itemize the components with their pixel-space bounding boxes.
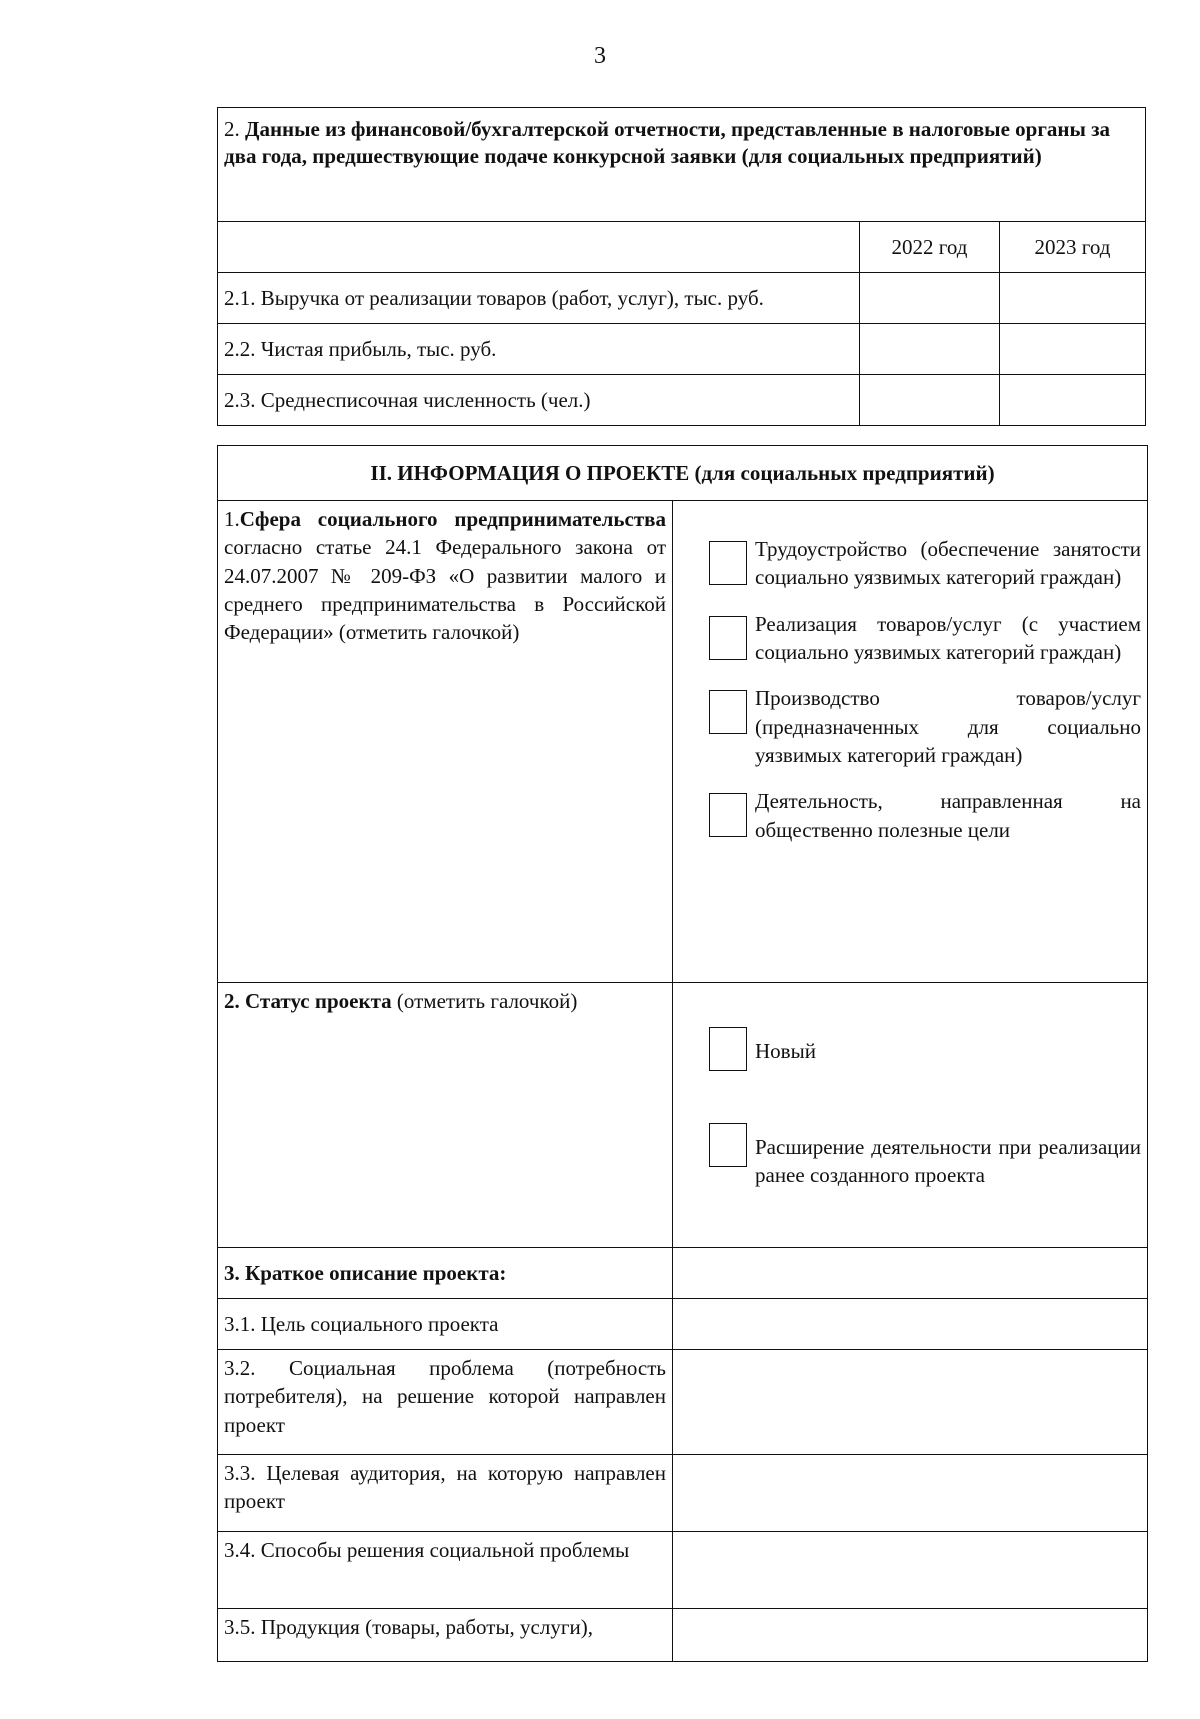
section-title-main: II. ИНФОРМАЦИЯ О ПРОЕКТЕ [370,460,690,485]
sphere-option-sales[interactable] [679,610,1141,667]
status-label-bold: 2. Статус проекта [224,989,392,1013]
sphere-option-employment[interactable] [679,535,1141,592]
headcount-label: 2.3. Среднесписочная численность (чел.) [218,375,860,426]
financial-table-header [218,108,1146,222]
new-option-label: Новый [755,1039,816,1063]
status-label-cell [218,983,673,1248]
status-option-expansion[interactable] [679,1123,1141,1190]
section-title [218,446,1148,501]
sales-option-label: Реализация товаров/услуг (с участием социально уязвимых категорий граждан) [755,611,1141,665]
solution-methods-label: 3.4. Способы решения социальной проблемы [218,1532,673,1609]
headcount-2023-cell[interactable] [1000,375,1146,426]
brief-description-label [218,1248,673,1299]
project-info-table [217,445,1148,1662]
status-options-cell [673,983,1148,1248]
goal-label: 3.1. Цель социального проекта [218,1299,673,1350]
table-row [218,324,1146,375]
revenue-2023-cell[interactable] [1000,273,1146,324]
employment-option-label: Трудоустройство (обеспечение занятости социально уязвимых категорий граждан) [755,537,1141,590]
headcount-2022-cell[interactable] [860,375,1000,426]
solution-methods-cell[interactable] [673,1532,1148,1609]
sphere-label-bold: Сфера социального предпринимательства [239,507,666,531]
goal-cell[interactable] [673,1299,1148,1350]
year-header-blank [218,222,860,273]
financial-data-table [217,107,1146,426]
page-number: 3 [594,43,606,69]
revenue-2022-cell[interactable] [860,273,1000,324]
products-label: 3.5. Продукция (товары, работы, услуги), [218,1609,673,1662]
expansion-option-label: Расширение деятельности при реализации ранее созданного проекта [755,1135,1141,1188]
sales-checkbox[interactable] [709,616,747,660]
sphere-label-rest: согласно статье 24.1 Федерального закона от 24.07.2007 № 209-ФЗ «О развитии малого и среднего предпринимательства в Российской Федерации» (отметить галочкой) [224,535,666,645]
net-profit-2022-cell[interactable] [860,324,1000,375]
products-cell[interactable] [673,1609,1148,1662]
sphere-label-cell [218,501,673,983]
status-option-new[interactable] [679,1027,1141,1071]
brief-description-cell[interactable] [673,1248,1148,1299]
table-row [218,375,1146,426]
section-title-qualifier: (для социальных предприятий) [689,460,995,485]
year-header-2023: 2023 год [1000,222,1146,273]
production-checkbox[interactable] [709,690,747,734]
expansion-checkbox[interactable] [709,1123,747,1167]
new-checkbox[interactable] [709,1027,747,1071]
net-profit-2023-cell[interactable] [1000,324,1146,375]
social-problem-label: 3.2. Социальная проблема (потребность потребителя), на решение которой направлен проект [218,1350,673,1455]
net-profit-label: 2.2. Чистая прибыль, тыс. руб. [218,324,860,375]
table-row [218,273,1146,324]
sphere-options-cell [673,501,1148,983]
public-benefit-option-label: Деятельность, направленная на общественно полезные цели [755,789,1141,842]
brief-description-title: 3. Краткое описание проекта: [224,1260,507,1285]
public-benefit-checkbox[interactable] [709,793,747,837]
target-audience-label: 3.3. Целевая аудитория, на которую направлен проект [218,1455,673,1532]
financial-header-title: Данные из финансовой/бухгалтерской отчетности, представленные в налоговые органы за два года, предшествующие подаче конкурсной заявки (для социальных предприятий) [224,117,1111,168]
year-header-2022: 2022 год [860,222,1000,273]
revenue-label: 2.1. Выручка от реализации товаров (работ, услуг), тыс. руб. [218,273,860,324]
social-problem-cell[interactable] [673,1350,1148,1455]
status-label-rest: (отметить галочкой) [391,989,578,1013]
sphere-number: 1. [224,507,240,531]
production-option-label: Производство товаров/услуг (предназначенных для социально уязвимых категорий граждан) [755,686,1141,768]
sphere-option-production[interactable] [679,684,1141,769]
employment-checkbox[interactable] [709,541,747,585]
target-audience-cell[interactable] [673,1455,1148,1532]
financial-header-number: 2. [224,117,240,141]
sphere-option-public-benefit[interactable] [679,787,1141,844]
